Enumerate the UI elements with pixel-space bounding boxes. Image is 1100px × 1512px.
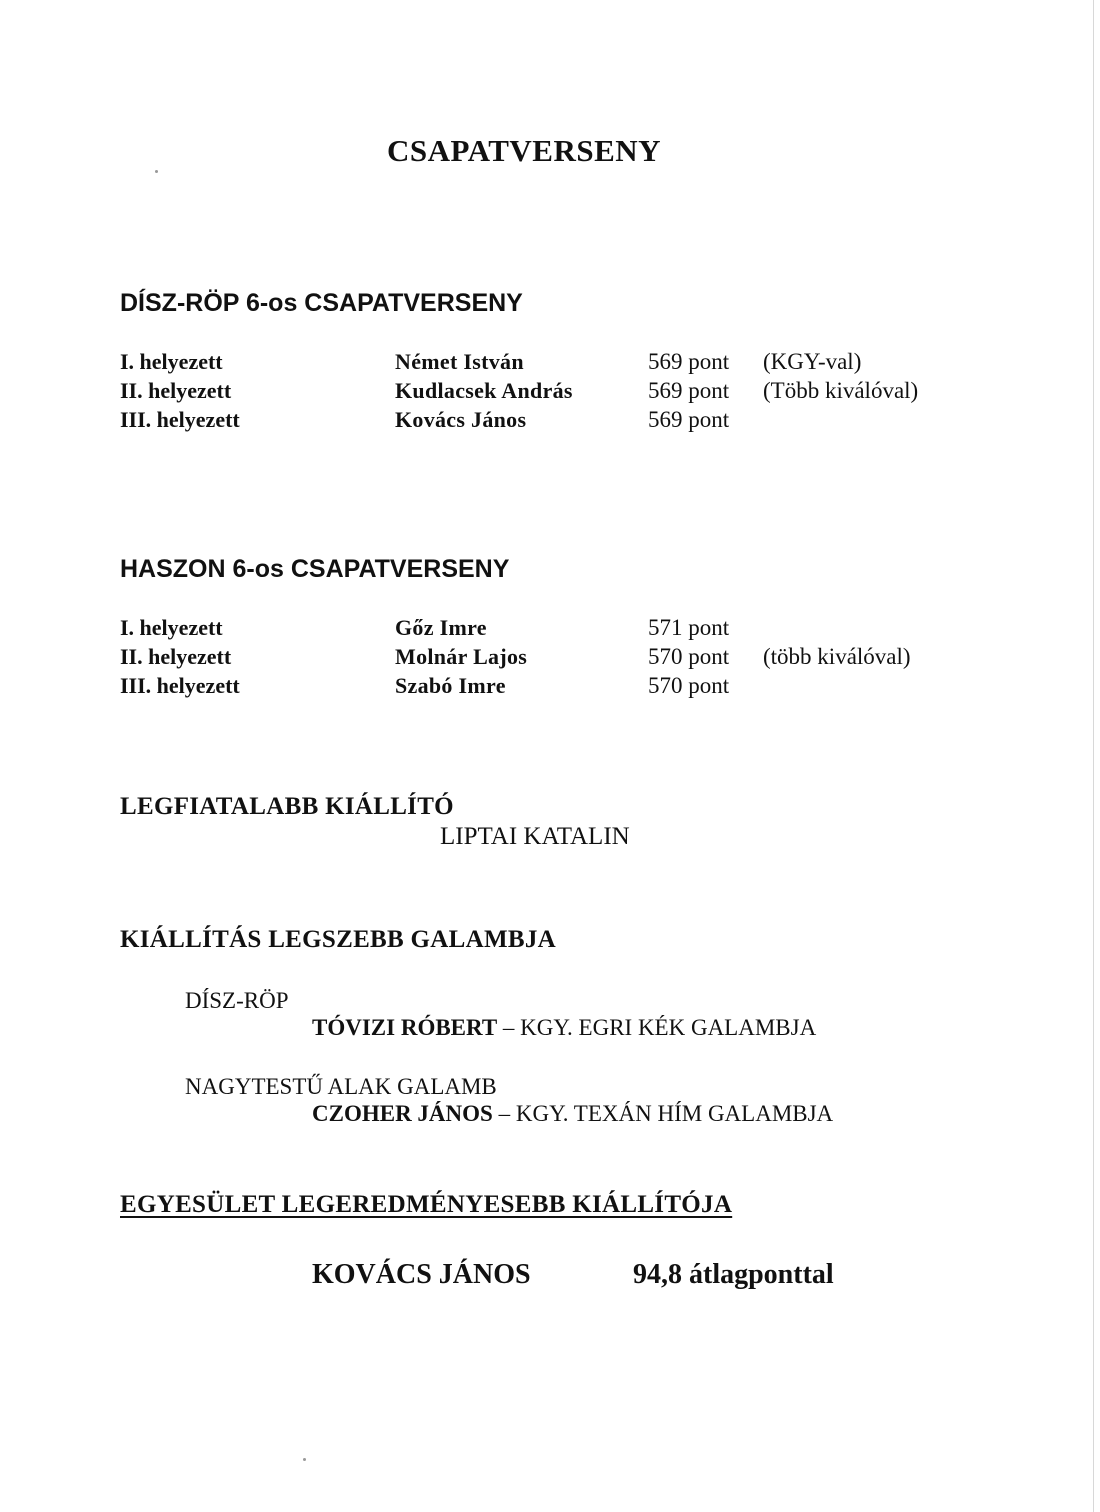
disz-rop-row-3 [0, 407, 1100, 436]
haszon-row-2 [0, 644, 1100, 673]
winner-name: Molnár Lajos [395, 644, 528, 669]
winner-name: Kovács János [395, 407, 527, 432]
winner-name: Gőz Imre [395, 615, 487, 640]
disz-rop-row-1 [0, 349, 1100, 378]
youngest-exhibitor-name: LIPTAI KATALIN [440, 823, 630, 850]
winner-name: Német István [395, 349, 524, 374]
category-label: DÍSZ-RÖP [185, 988, 289, 1013]
points-value: 570 pont [648, 644, 730, 669]
tiebreak-note: (KGY-val) [763, 349, 862, 374]
winner-name: Kudlacsek András [395, 378, 573, 403]
place-label: II. helyezett [120, 644, 232, 669]
best-exhibitor-heading: EGYESÜLET LEGEREDMÉNYESEBB KIÁLLÍTÓJA [120, 1191, 733, 1218]
best-exhibitor-name: KOVÁCS JÁNOS [312, 1259, 531, 1290]
place-label: III. helyezett [120, 407, 240, 432]
best-exhibitor-score: 94,8 átlagponttal [633, 1259, 834, 1290]
page-edge-line [1093, 0, 1094, 1512]
tiebreak-note: (Több kiválóval) [763, 378, 919, 403]
points-value: 569 pont [648, 349, 730, 374]
owner-name: TÓVIZI RÓBERT [312, 1015, 498, 1040]
pigeon-detail: – KGY. EGRI KÉK GALAMBJA [497, 1015, 817, 1040]
category-label: NAGYTESTŰ ALAK GALAMB [185, 1074, 497, 1099]
points-value: 571 pont [648, 615, 730, 640]
points-value: 570 pont [648, 673, 730, 698]
scan-speck [155, 170, 158, 173]
most-beautiful-heading: KIÁLLÍTÁS LEGSZEBB GALAMBJA [120, 926, 556, 953]
place-label: III. helyezett [120, 673, 240, 698]
place-label: I. helyezett [120, 349, 223, 374]
scan-speck [303, 1458, 306, 1461]
disz-rop-heading: DÍSZ-RÖP 6-os CSAPATVERSENY [120, 289, 523, 317]
points-value: 569 pont [648, 407, 730, 432]
tiebreak-note: (több kiválóval) [763, 644, 911, 669]
place-label: I. helyezett [120, 615, 223, 640]
winner-name: Szabó Imre [395, 673, 506, 698]
haszon-row-1 [0, 615, 1100, 644]
place-label: II. helyezett [120, 378, 232, 403]
award-line [312, 1015, 816, 1041]
pigeon-detail: – KGY. TEXÁN HÍM GALAMBJA [492, 1101, 834, 1126]
disz-rop-row-2 [0, 378, 1100, 407]
award-line [312, 1101, 833, 1127]
haszon-row-3 [0, 673, 1100, 702]
youngest-exhibitor-heading: LEGFIATALABB KIÁLLÍTÓ [120, 793, 454, 820]
page-title: CSAPATVERSENY [386, 133, 662, 168]
haszon-heading: HASZON 6-os CSAPATVERSENY [120, 555, 510, 583]
owner-name: CZOHER JÁNOS [312, 1101, 493, 1126]
points-value: 569 pont [648, 378, 730, 403]
